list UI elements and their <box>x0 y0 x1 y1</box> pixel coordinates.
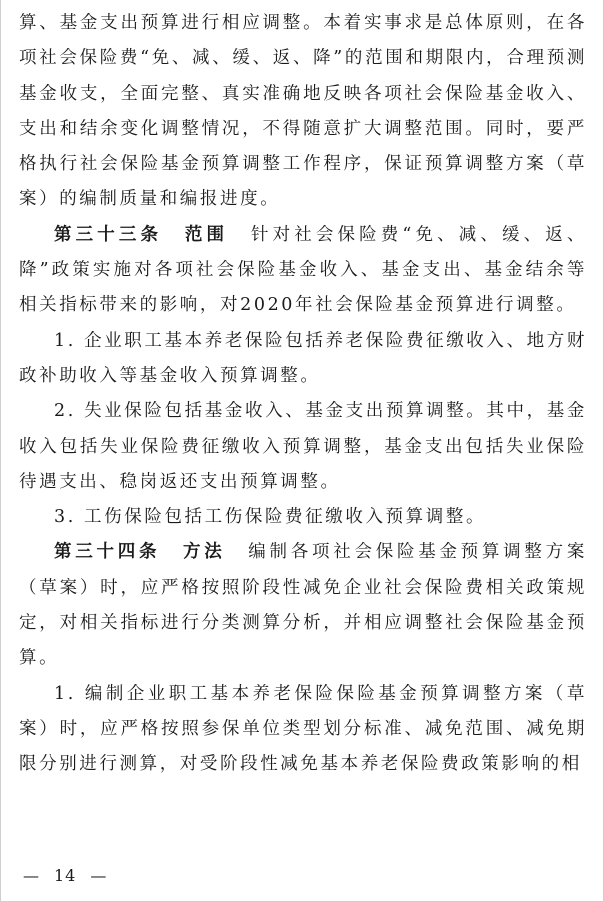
page-number: 14 <box>54 866 77 885</box>
article-34 <box>19 535 587 676</box>
article-33-item-1: 1. 企业职工基本养老保险包括养老保险费征缴收入、地方财政补助收入等基金收入预算调整。 <box>19 330 587 386</box>
article-34-number: 第三十四条 <box>54 542 161 563</box>
article-33-body: 针对社会保险费“免、减、缓、返、降”政策实施对各项社会保险基金收入、基金支出、基金结余等相关指标带来的影响，对2020年社会保险基金预算进行调整。 <box>19 224 588 316</box>
article-34-body: 编制各项社会保险基金预算调整方案（草案）时，应严格按照阶段性减免企业社会保险费相关政策规定，对相关指标进行分类测算分析，并相应调整社会保险基金预算。 <box>19 542 588 669</box>
article-33 <box>19 218 587 324</box>
article-34-item-1: 1. 编制企业职工基本养老保险保险基金预算调整方案（草案）时，应严格按照参保单位类型划分标准、减免范围、减免期限分别进行测算，对受阶段性减免基本养老保险费政策影响的相 <box>19 683 587 775</box>
article-33-item-3: 3. 工伤保险包括工伤保险费征缴收入预算调整。 <box>54 507 487 528</box>
article-33-item-2: 2. 失业保险包括基金收入、基金支出预算调整。其中，基金收入包括失业保险费征缴收入预算调整，基金支出包括失业保险待遇支出、稳岗返还支出预算调整。 <box>19 401 587 492</box>
article-33-number: 第三十三条 <box>54 224 163 245</box>
article-33-title: 范围 <box>184 224 229 245</box>
page-footer <box>23 866 107 885</box>
footer-dash-right: — <box>90 866 108 885</box>
article-34-title: 方法 <box>182 542 226 563</box>
footer-dash-left: — <box>23 866 40 885</box>
paragraph-continued: 算、基金支出预算进行相应调整。本着实事求是总体原则，在各项社会保险费“免、减、缓、返、降”的范围和期限内，合理预测基金收支，全面完整、真实准确地反映各项社会保险基金收入、支出和结余变化调整情况，不得随意扩大调整范围。同时，要严格执行社会保险基金预算调整工作程序，保证预算调整方案（草案）的编制质量和编报进度。 <box>19 13 587 210</box>
document-body <box>19 6 587 783</box>
